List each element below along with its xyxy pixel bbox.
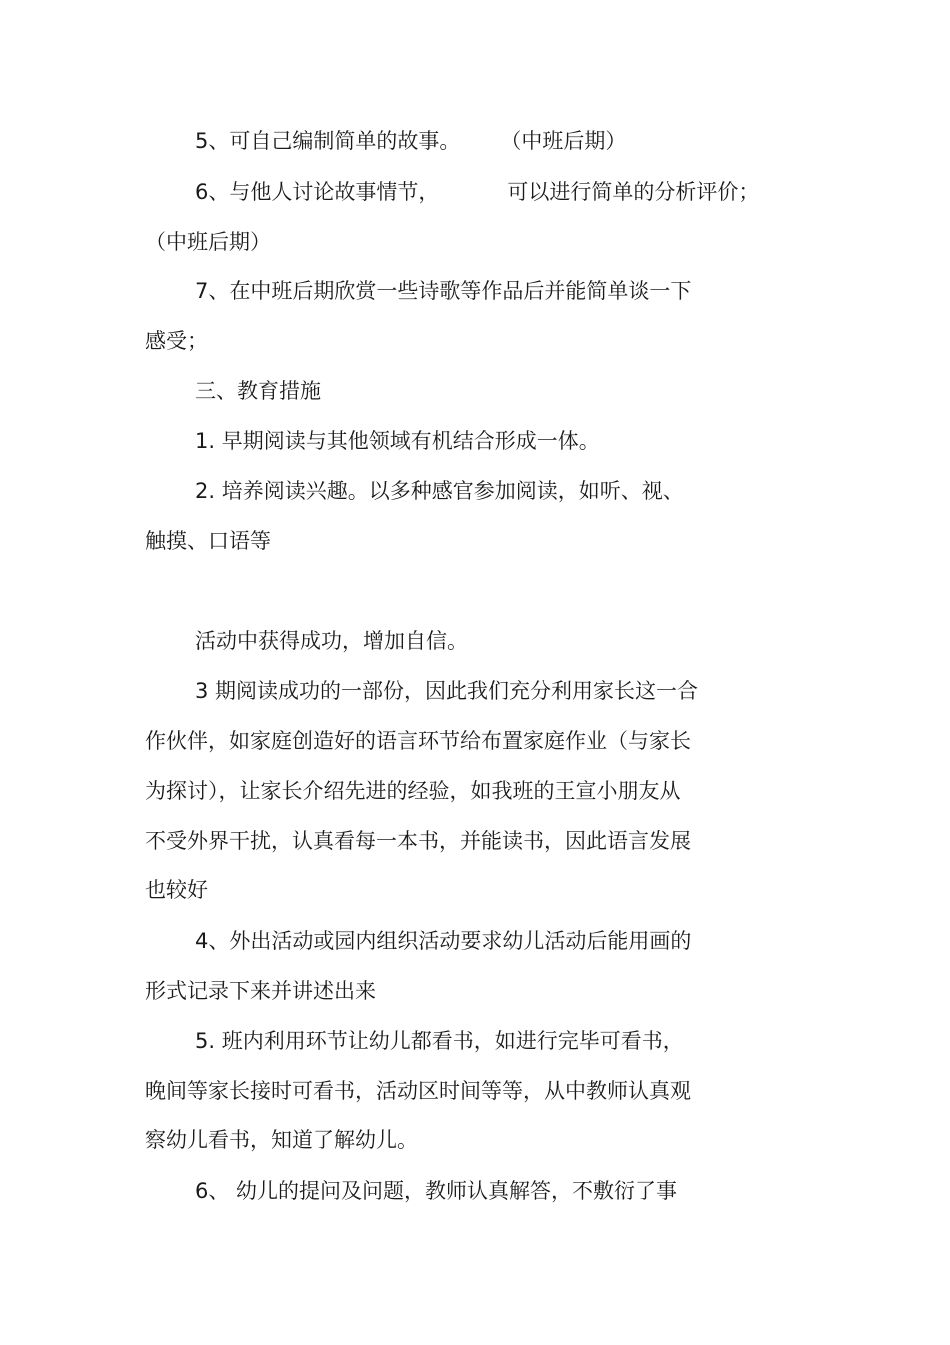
text-line: 感受； bbox=[145, 329, 208, 353]
text-line: 4、外出活动或园内组织活动要求幼儿活动后能用画的 bbox=[195, 929, 692, 953]
text-line: 6、 幼儿的提问及问题，教师认真解答，不敷衍了事 bbox=[195, 1179, 678, 1203]
text-line: 活动中获得成功，增加自信。 bbox=[195, 629, 468, 653]
text-segment: 5、可自己编制简单的故事。 bbox=[195, 129, 461, 153]
text-line: 形式记录下来并讲述出来 bbox=[145, 979, 376, 1003]
text-segment: 可以进行简单的分析评价； bbox=[507, 180, 760, 204]
text-line: 作伙伴，如家庭创造好的语言环节给布置家庭作业（与家长 bbox=[145, 729, 691, 753]
text-line: （中班后期） bbox=[145, 230, 271, 254]
text-line: 3 期阅读成功的一部份，因此我们充分利用家长这一合 bbox=[195, 679, 699, 703]
text-line: 触摸、口语等 bbox=[145, 529, 271, 553]
text-segment: （中班后期） bbox=[500, 129, 627, 153]
text-line: 2. 培养阅读兴趣。以多种感官参加阅读，如听、视、 bbox=[195, 479, 684, 503]
text-line bbox=[195, 128, 626, 154]
text-line: 5. 班内利用环节让幼儿都看书，如进行完毕可看书， bbox=[195, 1029, 684, 1053]
text-line: 1. 早期阅读与其他领域有机结合形成一体。 bbox=[195, 429, 600, 453]
text-segment: 6、与他人讨论故事情节， bbox=[195, 180, 440, 204]
section-heading: 三、教育措施 bbox=[195, 379, 321, 403]
text-line: 为探讨），让家长介绍先进的经验，如我班的王宣小朋友从 bbox=[145, 779, 681, 803]
text-line: 7、在中班后期欣赏一些诗歌等作品后并能简单谈一下 bbox=[195, 279, 692, 303]
text-line: 不受外界干扰，认真看每一本书，并能读书，因此语言发展 bbox=[145, 829, 691, 853]
text-line: 也较好 bbox=[145, 878, 208, 902]
text-line bbox=[195, 179, 759, 205]
text-line: 察幼儿看书，知道了解幼儿。 bbox=[145, 1128, 418, 1152]
text-line: 晚间等家长接时可看书，活动区时间等等，从中教师认真观 bbox=[145, 1079, 691, 1103]
